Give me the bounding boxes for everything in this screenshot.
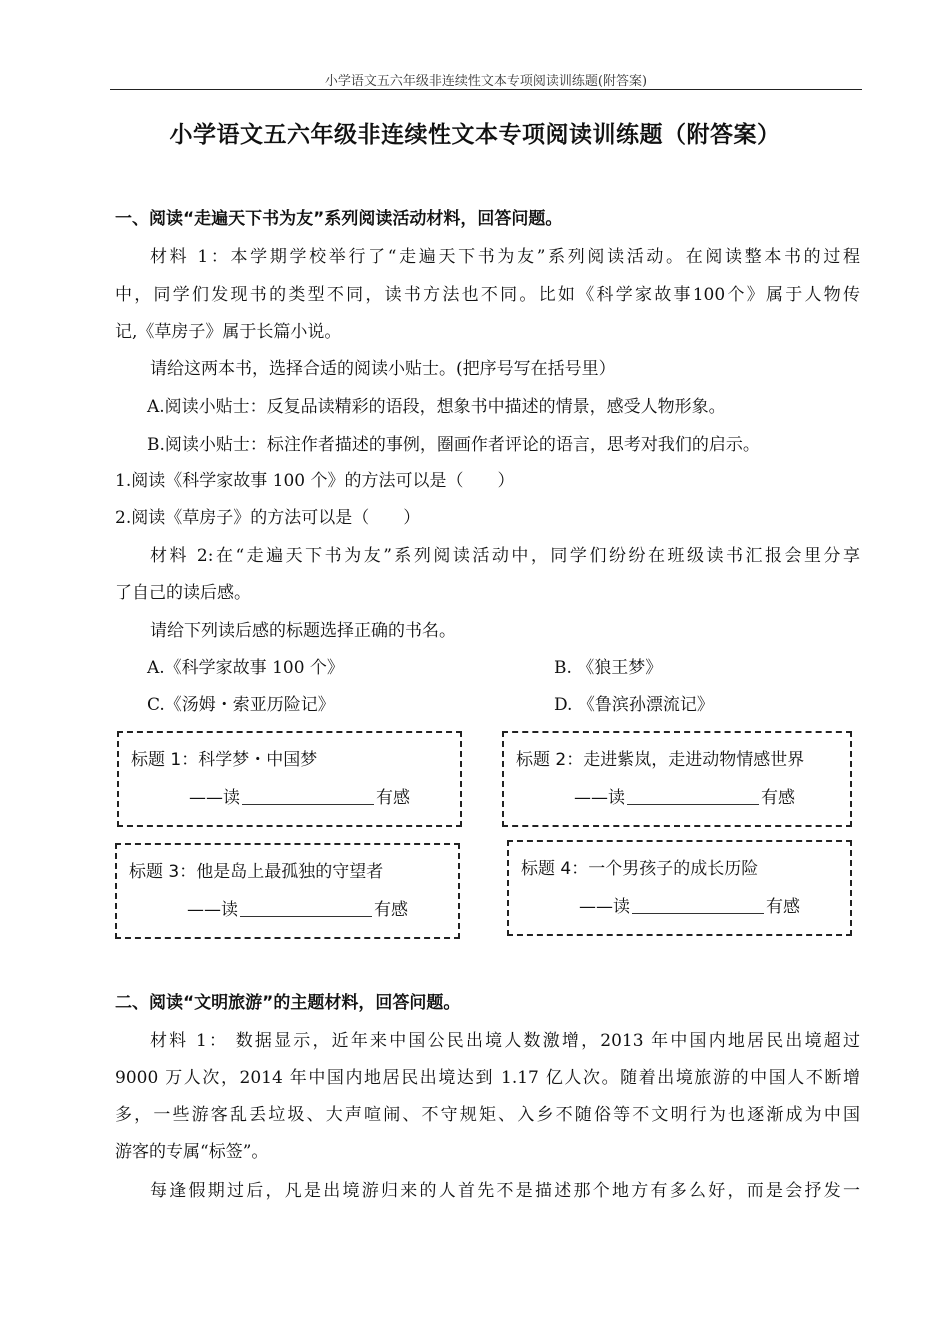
tip-a: A.阅读小贴士：反复品读精彩的语段，想象书中描述的情景，感受人物形象。 (147, 397, 726, 417)
box4-answer-line (579, 892, 800, 917)
box4-answer-blank[interactable] (632, 895, 764, 914)
section2-material1-line2: 9000 万人次，2014 年中国内地居民出境达到 1.17 亿人次。随着出境旅游的中国人不断增 (115, 1068, 860, 1088)
section2-material1-line1: 材料 1： 数据显示，近年来中国公民出境人数激增，2013 年中国内地居民出境超过 (150, 1031, 860, 1051)
box1-answer-blank[interactable] (242, 786, 374, 805)
section2-heading: 二、阅读“文明旅游”的主题材料，回答问题。 (115, 993, 461, 1013)
section2-material1-line3: 多，一些游客乱丢垃圾、大声喧闹、不守规矩、入乡不随俗等不文明行为也逐渐成为中国 (115, 1105, 860, 1125)
box4-suffix: 有感 (766, 897, 800, 917)
section2-material1-line4: 游客的专属“标签”。 (115, 1142, 269, 1162)
section1-instruction2: 请给下列读后感的标题选择正确的书名。 (150, 621, 456, 641)
title-box-3 (115, 843, 460, 939)
section1-material1-line3: 记,《草房子》属于长篇小说。 (115, 322, 342, 342)
title-box-4 (507, 840, 852, 936)
box1-suffix: 有感 (376, 788, 410, 808)
title-box-1 (117, 731, 462, 827)
section1-material2-line1: 材料 2:在“走遍天下书为友”系列阅读活动中，同学们纷纷在班级读书汇报会里分享 (150, 546, 860, 566)
box3-answer-line (187, 895, 408, 920)
section1-heading: 一、阅读“走遍天下书为友”系列阅读活动材料，回答问题。 (115, 209, 563, 229)
section1-material1-line2: 中，同学们发现书的类型不同，读书方法也不同。比如《科学家故事100个》属于人物传 (115, 285, 860, 305)
box2-title: 标题 2：走进紫岚，走进动物情感世界 (516, 750, 805, 770)
box2-answer-line (574, 783, 795, 808)
question-1: 1.阅读《科学家故事 100 个》的方法可以是（ ） (115, 471, 515, 491)
section1-material2-line2: 了自己的读后感。 (115, 583, 251, 603)
question-2: 2.阅读《草房子》的方法可以是（ ） (115, 508, 421, 528)
running-header: 小学语文五六年级非连续性文本专项阅读训练题(附答案) (324, 74, 648, 89)
box1-answer-line (189, 783, 410, 808)
box4-prefix: ——读 (579, 897, 630, 917)
title-box-2 (502, 731, 852, 827)
box3-prefix: ——读 (187, 900, 238, 920)
box3-suffix: 有感 (374, 900, 408, 920)
box1-prefix: ——读 (189, 788, 240, 808)
section1-instruction1: 请给这两本书，选择合适的阅读小贴士。(把序号写在括号里） (150, 359, 616, 379)
section1-material1-line1: 材料 1：本学期学校举行了“走遍天下书为友”系列阅读活动。在阅读整本书的过程 (150, 247, 860, 267)
option-a: A.《科学家故事 100 个》 (147, 658, 344, 678)
box1-title: 标题 1：科学梦・中国梦 (131, 750, 318, 770)
option-c: C.《汤姆・索亚历险记》 (147, 695, 335, 715)
box3-title: 标题 3：他是岛上最孤独的守望者 (129, 862, 384, 882)
option-b: B. 《狼王梦》 (554, 658, 663, 678)
box2-prefix: ——读 (574, 788, 625, 808)
header-rule (110, 89, 862, 90)
box4-title: 标题 4：一个男孩子的成长历险 (521, 859, 759, 879)
document-title: 小学语文五六年级非连续性文本专项阅读训练题（附答案） (169, 122, 781, 148)
box2-suffix: 有感 (761, 788, 795, 808)
option-d: D. 《鲁滨孙漂流记》 (554, 695, 714, 715)
section2-paragraph2-line1: 每逢假期过后，凡是出境游归来的人首先不是描述那个地方有多么好，而是会抒发一 (150, 1181, 860, 1201)
tip-b: B.阅读小贴士：标注作者描述的事例，圈画作者评论的语言，思考对我们的启示。 (147, 435, 760, 455)
box2-answer-blank[interactable] (627, 786, 759, 805)
box3-answer-blank[interactable] (240, 898, 372, 917)
